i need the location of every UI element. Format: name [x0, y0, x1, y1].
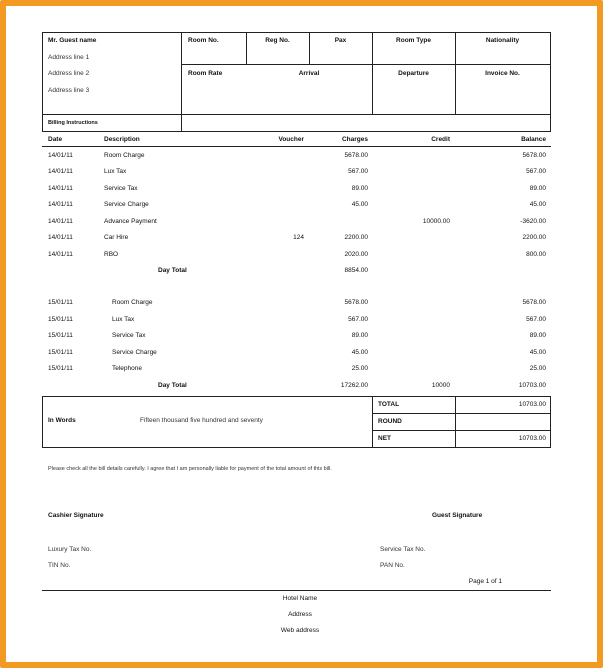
row-date: 14/01/11 — [48, 218, 73, 225]
row-balance: 5678.00 — [522, 152, 546, 159]
row-date: 15/01/11 — [48, 365, 73, 372]
row-charges: 567.00 — [348, 168, 368, 175]
day2-total-balance: 10703.00 — [518, 382, 546, 389]
round-label: ROUND — [378, 418, 402, 425]
summary-row-border-2 — [372, 430, 551, 431]
summary-row-border-1 — [372, 413, 551, 414]
row-date: 14/01/11 — [48, 234, 73, 241]
pan-no: PAN No. — [380, 562, 405, 569]
header-bottom-border — [42, 114, 551, 115]
row-balance: 567.00 — [526, 316, 546, 323]
footer-divider — [42, 590, 551, 591]
row-charges: 2200.00 — [344, 234, 368, 241]
row-description: Service Tax — [104, 185, 138, 192]
row-date: 14/01/11 — [48, 251, 73, 258]
nationality-label: Nationality — [485, 37, 520, 44]
header-left-border — [42, 32, 43, 131]
row-date: 15/01/11 — [48, 349, 73, 356]
row-charges: 5678.00 — [344, 299, 368, 306]
col-date: Date — [48, 136, 63, 143]
row-charges: 567.00 — [348, 316, 368, 323]
row-charges: 45.00 — [351, 201, 368, 208]
col-balance: Balance — [521, 136, 546, 143]
row-balance: 45.00 — [529, 349, 546, 356]
row-balance: 800.00 — [526, 251, 546, 258]
header-top-border — [42, 32, 551, 33]
billing-instructions-label: Billing Instructions — [48, 120, 98, 126]
header-mid-border — [181, 64, 551, 65]
luxury-tax-no: Luxury Tax No. — [48, 546, 92, 553]
net-label: NET — [378, 435, 391, 442]
in-words-label: In Words — [48, 417, 76, 424]
row-date: 14/01/11 — [48, 185, 73, 192]
row-charges: 25.00 — [351, 365, 368, 372]
row-description: Service Charge — [112, 349, 157, 356]
row-date: 14/01/11 — [48, 201, 73, 208]
row-charges: 89.00 — [351, 185, 368, 192]
row-description: Lux Tax — [112, 316, 135, 323]
row-charges: 45.00 — [351, 349, 368, 356]
row-balance: 89.00 — [529, 332, 546, 339]
header-divider-1 — [181, 32, 182, 131]
row-charges: 5678.00 — [344, 152, 368, 159]
summary-divider-2 — [455, 396, 456, 447]
arrival-label: Arrival — [298, 70, 320, 77]
address-line-3: Address line 3 — [48, 87, 90, 94]
day2-total-credit: 10000 — [431, 382, 450, 389]
day2-total-label: Day Total — [158, 382, 187, 389]
row-voucher: 124 — [293, 234, 304, 241]
departure-label: Departure — [398, 70, 429, 77]
guest-name: Mr. Guest name — [48, 37, 97, 44]
row-credit: 10000.00 — [422, 218, 450, 225]
tin-no: TIN No. — [48, 562, 71, 569]
hotel-web-address: Web address — [280, 627, 320, 634]
liability-note: Please check all the bill details carefully. I agree that I am personally liable for payment of the total amount of this bill. — [48, 466, 332, 472]
row-date: 15/01/11 — [48, 316, 73, 323]
row-balance: 5678.00 — [522, 299, 546, 306]
day1-total-charges: 8854.00 — [344, 267, 368, 274]
row-date: 14/01/11 — [48, 152, 73, 159]
address-line-2: Address line 2 — [48, 70, 90, 77]
row-balance: 2200.00 — [522, 234, 546, 241]
row-description: Service Tax — [112, 332, 146, 339]
row-description: Telephone — [112, 365, 142, 372]
row-charges: 89.00 — [351, 332, 368, 339]
col-voucher: Voucher — [278, 136, 304, 143]
row-description: Car Hire — [104, 234, 129, 241]
row-description: Advance Payment — [104, 218, 157, 225]
summary-divider-1 — [372, 396, 373, 447]
room-type-label: Room Type — [396, 37, 431, 44]
net-value: 10703.00 — [518, 435, 546, 442]
summary-bottom-border — [42, 447, 551, 448]
column-header-underline — [42, 146, 551, 147]
cashier-signature-label: Cashier Signature — [48, 512, 104, 519]
summary-right-border — [550, 396, 551, 447]
row-description: Service Charge — [104, 201, 149, 208]
row-description: Lux Tax — [104, 168, 127, 175]
pax-label: Pax — [334, 37, 347, 44]
row-description: Room Charge — [104, 152, 145, 159]
col-description: Description — [104, 136, 140, 143]
in-words-value: Fifteen thousand five hundred and seventy — [140, 417, 263, 424]
row-charges: 2020.00 — [344, 251, 368, 258]
total-label: TOTAL — [378, 401, 400, 408]
row-date: 15/01/11 — [48, 299, 73, 306]
room-rate-label: Room Rate — [188, 70, 223, 77]
total-value: 10703.00 — [518, 401, 546, 408]
row-date: 15/01/11 — [48, 332, 73, 339]
col-charges: Charges — [341, 136, 368, 143]
room-no-label: Room No. — [188, 37, 219, 44]
row-balance: -3620.00 — [520, 218, 546, 225]
row-balance: 25.00 — [529, 365, 546, 372]
reg-no-label: Reg No. — [265, 37, 290, 44]
header-right-border — [550, 32, 551, 131]
hotel-name: Hotel Name — [282, 595, 318, 602]
row-date: 14/01/11 — [48, 168, 73, 175]
row-description: Room Charge — [112, 299, 153, 306]
guest-signature-label: Guest Signature — [432, 512, 483, 519]
table-top-border — [42, 131, 551, 132]
day2-total-charges: 17262.00 — [340, 382, 368, 389]
hotel-address: Address — [288, 611, 312, 618]
page-number: Page 1 of 1 — [468, 578, 502, 585]
invoice-no-label: Invoice No. — [485, 70, 520, 77]
row-balance: 89.00 — [529, 185, 546, 192]
day1-total-label: Day Total — [158, 267, 187, 274]
service-tax-no: Service Tax No. — [380, 546, 426, 553]
col-credit: Credit — [431, 136, 450, 143]
row-description: RBO — [104, 251, 119, 258]
summary-top-border — [42, 396, 551, 397]
address-line-1: Address line 1 — [48, 54, 90, 61]
summary-left-border — [42, 396, 43, 447]
row-balance: 45.00 — [529, 201, 546, 208]
row-balance: 567.00 — [526, 168, 546, 175]
